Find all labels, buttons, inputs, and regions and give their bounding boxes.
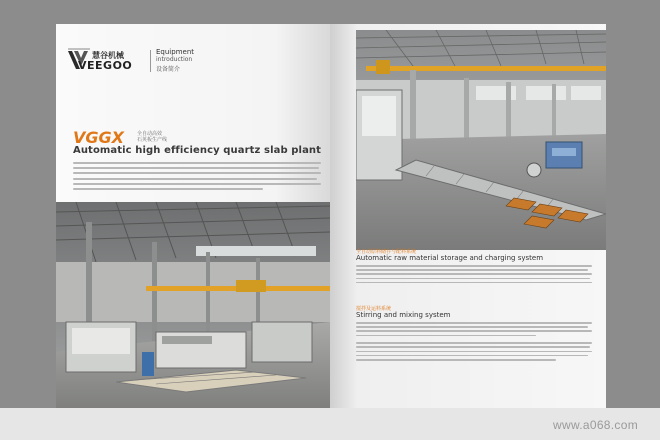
text-line bbox=[73, 178, 317, 180]
product-title: Automatic high efficiency quartz slab plant bbox=[73, 145, 322, 156]
text-line bbox=[73, 172, 321, 174]
text-line bbox=[356, 269, 588, 271]
text-line bbox=[356, 330, 592, 332]
factory-hall-illustration bbox=[56, 202, 330, 408]
brochure-left-page bbox=[56, 24, 330, 408]
text-line bbox=[356, 273, 592, 275]
text-line bbox=[73, 167, 319, 169]
production-line-illustration bbox=[356, 30, 606, 250]
section2-title-en: Stirring and mixing system bbox=[356, 311, 451, 319]
text-line bbox=[356, 326, 588, 328]
text-line bbox=[356, 282, 592, 284]
company-logo bbox=[66, 46, 216, 76]
text-line bbox=[356, 322, 592, 324]
section2-paragraph-lines bbox=[356, 322, 592, 363]
text-line bbox=[356, 265, 592, 267]
watermark-url: www.a068.com bbox=[553, 418, 638, 432]
text-line bbox=[356, 351, 592, 353]
text-line bbox=[356, 346, 590, 348]
section1-title-en: Automatic raw material storage and charging system bbox=[356, 254, 544, 262]
section2-title-cn: 搅拌及运料系统 bbox=[356, 306, 392, 312]
text-line bbox=[356, 355, 588, 357]
logo-english: VEEGOO bbox=[78, 59, 133, 72]
product-description-lines bbox=[73, 162, 323, 193]
section-label-line2: introduction bbox=[156, 56, 193, 63]
brochure-right-page bbox=[330, 24, 606, 408]
factory-photo-left bbox=[56, 202, 330, 408]
text-line bbox=[73, 183, 321, 185]
section-label-line1: Equipment bbox=[156, 48, 194, 56]
section-label-chinese: 设备简介 bbox=[156, 66, 181, 73]
text-line bbox=[356, 359, 556, 361]
factory-photo-right bbox=[356, 30, 606, 250]
section1-paragraph-lines bbox=[356, 265, 592, 286]
product-cn-line1: 全自动高效 bbox=[137, 131, 163, 137]
logo-divider bbox=[150, 50, 151, 72]
text-line bbox=[73, 188, 263, 190]
logo-chinese: 慧谷机械 bbox=[92, 51, 124, 60]
product-cn-line2: 石英板生产线 bbox=[137, 137, 168, 143]
text-line bbox=[356, 278, 590, 280]
section1-title-cn: 全自动原料储存与配料系统 bbox=[356, 249, 417, 255]
text-line bbox=[356, 335, 536, 337]
text-line bbox=[356, 342, 592, 344]
product-code: VGGX bbox=[73, 128, 124, 147]
text-line bbox=[73, 162, 321, 164]
